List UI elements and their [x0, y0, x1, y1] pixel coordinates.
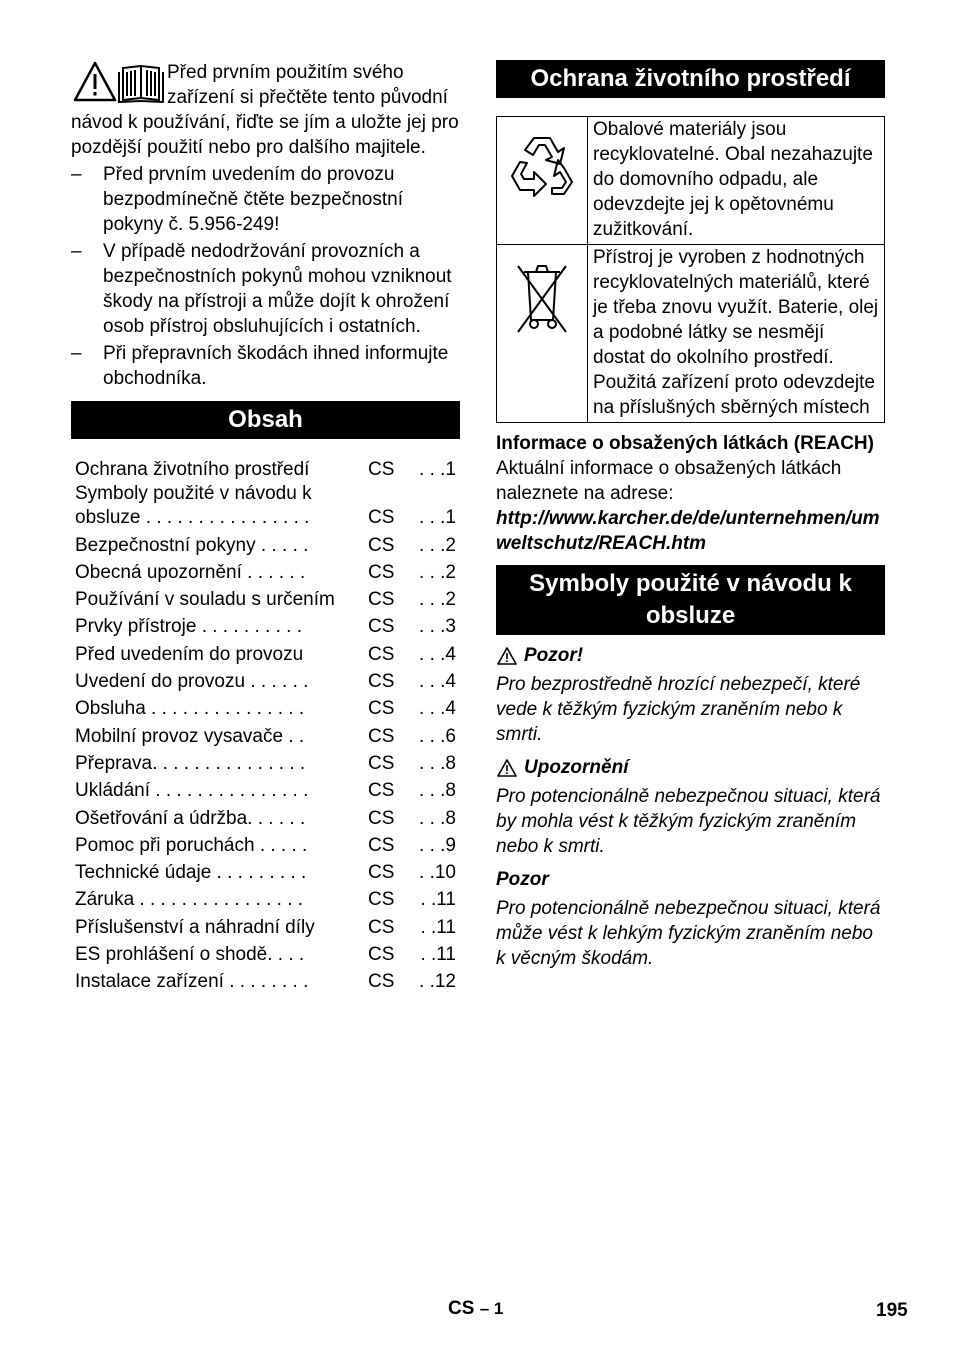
toc-entry-page: . .11 — [420, 944, 456, 966]
toc-entry-page: . .12 — [419, 971, 456, 993]
toc-entry-page: . . .8 — [419, 752, 456, 774]
toc-entry-page: . .10 — [419, 862, 456, 884]
recycle-text: Obalové materiály jsou recyklovatelné. Obal nezahazujte do domovního odpadu, ale odevzdejte jej k opětovnému zužitkování. — [588, 117, 885, 245]
caution-label: Pozor — [496, 869, 549, 890]
table-of-contents — [71, 455, 460, 994]
page-number: 195 — [876, 1300, 908, 1321]
warning-triangle-icon — [496, 646, 518, 666]
list-item: – Před prvním uvedením do provozu bezpodmínečně čtěte bezpečnostní pokyny č. 5.956-249! — [71, 164, 403, 235]
toc-entry-page: . . .8 — [419, 807, 456, 829]
table-row — [497, 117, 885, 245]
toc-entry-page: . . .2 — [419, 589, 456, 611]
toc-entry-label: Ukládání . . . . . . . . . . . . . . . — [75, 780, 309, 802]
toc-entry-label: Uvedení do provozu . . . . . . — [75, 671, 309, 693]
toc-entry-label: Ochrana životního prostředí — [75, 459, 310, 481]
toc-row[interactable] — [71, 721, 460, 748]
toc-row[interactable] — [71, 612, 460, 639]
intro-block — [71, 60, 460, 160]
footer-section-label: CS – 1 — [448, 1298, 504, 1319]
toc-entry-label: Mobilní provoz vysavače . . — [75, 725, 305, 747]
toc-row[interactable] — [71, 967, 460, 994]
toc-entry-label: Před uvedením do provozu — [75, 643, 304, 665]
reach-text: Aktuální informace o obsažených látkách naleznete na adrese: — [496, 458, 842, 504]
toc-entry-lang: CS — [368, 507, 395, 529]
warning-text: Pro potencionálně nebezpečnou situaci, která by mohla vést k těžkým fyzickým zraněním nebo k smrti. — [496, 786, 881, 857]
reach-url-link[interactable]: http://www.karcher.de/de/unternehmen/umweltschutz/REACH.htm — [496, 508, 880, 554]
toc-row[interactable] — [71, 482, 460, 530]
toc-entry-label: Přeprava. . . . . . . . . . . . . . . — [75, 752, 306, 774]
toc-entry-page: . . .8 — [419, 780, 456, 802]
left-column — [71, 60, 460, 994]
toc-entry-lang: CS — [368, 561, 395, 583]
warning-triangle-icon — [496, 758, 518, 778]
intro-text: Před prvním použitím svého zařízení si přečtěte tento původní návod k používání, řiďte se jím a uložte jej pro pozdější použití nebo pro dalšího majitele. — [71, 62, 459, 158]
environment-heading: Ochrana životního prostředí — [496, 60, 885, 98]
toc-row[interactable] — [71, 776, 460, 803]
intro-icons — [71, 60, 165, 104]
toc-entry-label: Záruka . . . . . . . . . . . . . . . . — [75, 889, 304, 911]
toc-row[interactable] — [71, 831, 460, 858]
toc-entry-lang: CS — [368, 752, 395, 774]
toc-entry-page: . . .1 — [419, 507, 456, 529]
disposal-text: Přístroj je vyroben z hodnotných recyklovatelných materiálů, které je třeba znovu využít. Baterie, olej a podobné látky se nesmějí dostat do okolního prostředí. Použitá zařízení proto odevzdejte na příslušných sběrných místech — [588, 245, 885, 423]
toc-entry-page: . . .9 — [419, 834, 456, 856]
toc-row[interactable] — [71, 667, 460, 694]
toc-entry-label: Bezpečnostní pokyny . . . . . — [75, 534, 309, 556]
toc-entry-lang: CS — [368, 944, 395, 966]
toc-row[interactable] — [71, 803, 460, 830]
manual-book-icon — [119, 66, 163, 102]
toc-entry-label: Používání v souladu s určením — [75, 589, 335, 611]
toc-entry-lang: CS — [368, 807, 395, 829]
danger-label: Pozor! — [496, 643, 885, 668]
table-row — [497, 245, 885, 423]
toc-row[interactable] — [71, 585, 460, 612]
toc-entry-lang: CS — [368, 834, 395, 856]
toc-entry-lang: CS — [368, 643, 395, 665]
toc-entry-label: Pomoc při poruchách . . . . . — [75, 834, 308, 856]
right-column — [496, 60, 885, 971]
toc-entry-label: Instalace zařízení . . . . . . . . — [75, 971, 309, 993]
toc-entry-lang: CS — [368, 671, 395, 693]
toc-entry-page: . . .1 — [419, 459, 456, 481]
environment-table — [496, 116, 885, 423]
toc-row[interactable] — [71, 858, 460, 885]
toc-entry-label: Obsluha . . . . . . . . . . . . . . . — [75, 698, 305, 720]
caution-text: Pro potencionálně nebezpečnou situaci, která může vést k lehkým fyzickým zraněním nebo k věcným škodám. — [496, 898, 881, 969]
toc-entry-page: . . .4 — [419, 698, 456, 720]
toc-entry-lang: CS — [368, 971, 395, 993]
toc-entry-lang: CS — [368, 725, 395, 747]
toc-entry-lang: CS — [368, 589, 395, 611]
toc-row[interactable] — [71, 694, 460, 721]
toc-row[interactable] — [71, 885, 460, 912]
toc-entry-lang: CS — [368, 534, 395, 556]
toc-entry-label: Symboly použité v návodu k obsluze . . . . . . . . . . . . . . . . — [75, 483, 312, 529]
toc-entry-label: Technické údaje . . . . . . . . . — [75, 862, 307, 884]
toc-entry-lang: CS — [368, 698, 395, 720]
list-item: – Při přepravních škodách ihned informujte obchodníka. — [71, 343, 449, 389]
toc-row[interactable] — [71, 639, 460, 666]
toc-entry-lang: CS — [368, 616, 395, 638]
toc-entry-label: Prvky přístroje . . . . . . . . . . — [75, 616, 302, 638]
recycle-icon — [504, 132, 580, 202]
toc-entry-page: . . .6 — [419, 725, 456, 747]
toc-entry-label: Obecná upozornění . . . . . . — [75, 561, 306, 583]
warning-label: Upozornění — [496, 755, 885, 780]
reach-heading: Informace o obsažených látkách (REACH) — [496, 433, 874, 454]
toc-entry-lang: CS — [368, 780, 395, 802]
toc-entry-label: ES prohlášení o shodě. . . . — [75, 944, 305, 966]
toc-row[interactable] — [71, 749, 460, 776]
toc-entry-lang: CS — [368, 916, 395, 938]
crossed-bin-icon — [512, 260, 572, 336]
toc-row[interactable] — [71, 940, 460, 967]
warning-triangle-icon — [75, 63, 115, 100]
toc-entry-page: . . .4 — [419, 671, 456, 693]
toc-entry-page: . . .4 — [419, 643, 456, 665]
safety-notes-list — [71, 162, 460, 391]
toc-row[interactable] — [71, 912, 460, 939]
toc-row[interactable] — [71, 558, 460, 585]
toc-entry-page: . . .2 — [419, 534, 456, 556]
toc-entry-label: Příslušenství a náhradní díly — [75, 916, 315, 938]
toc-entry-page: . .11 — [420, 889, 456, 911]
toc-entry-lang: CS — [368, 459, 395, 481]
symbols-heading: Symboly použité v návodu k obsluze — [496, 565, 885, 635]
toc-entry-lang: CS — [368, 862, 395, 884]
list-item: – V případě nedodržování provozních a bezpečnostních pokynů mohou vzniknout škody na přístroji a může dojít k ohrožení osob přístroj obsluhujících i ostatních. — [71, 241, 452, 337]
toc-row[interactable] — [71, 530, 460, 557]
toc-entry-label: Ošetřování a údržba. . . . . . — [75, 807, 306, 829]
toc-entry-lang: CS — [368, 889, 395, 911]
toc-entry-page: . . .3 — [419, 616, 456, 638]
toc-entry-page: . .11 — [420, 916, 456, 938]
toc-entry-page: . . .2 — [419, 561, 456, 583]
toc-row[interactable] — [71, 455, 460, 482]
toc-heading: Obsah — [71, 401, 460, 439]
danger-text: Pro bezprostředně hrozící nebezpečí, které vede k těžkým fyzickým zraněním nebo k smrti. — [496, 674, 861, 745]
